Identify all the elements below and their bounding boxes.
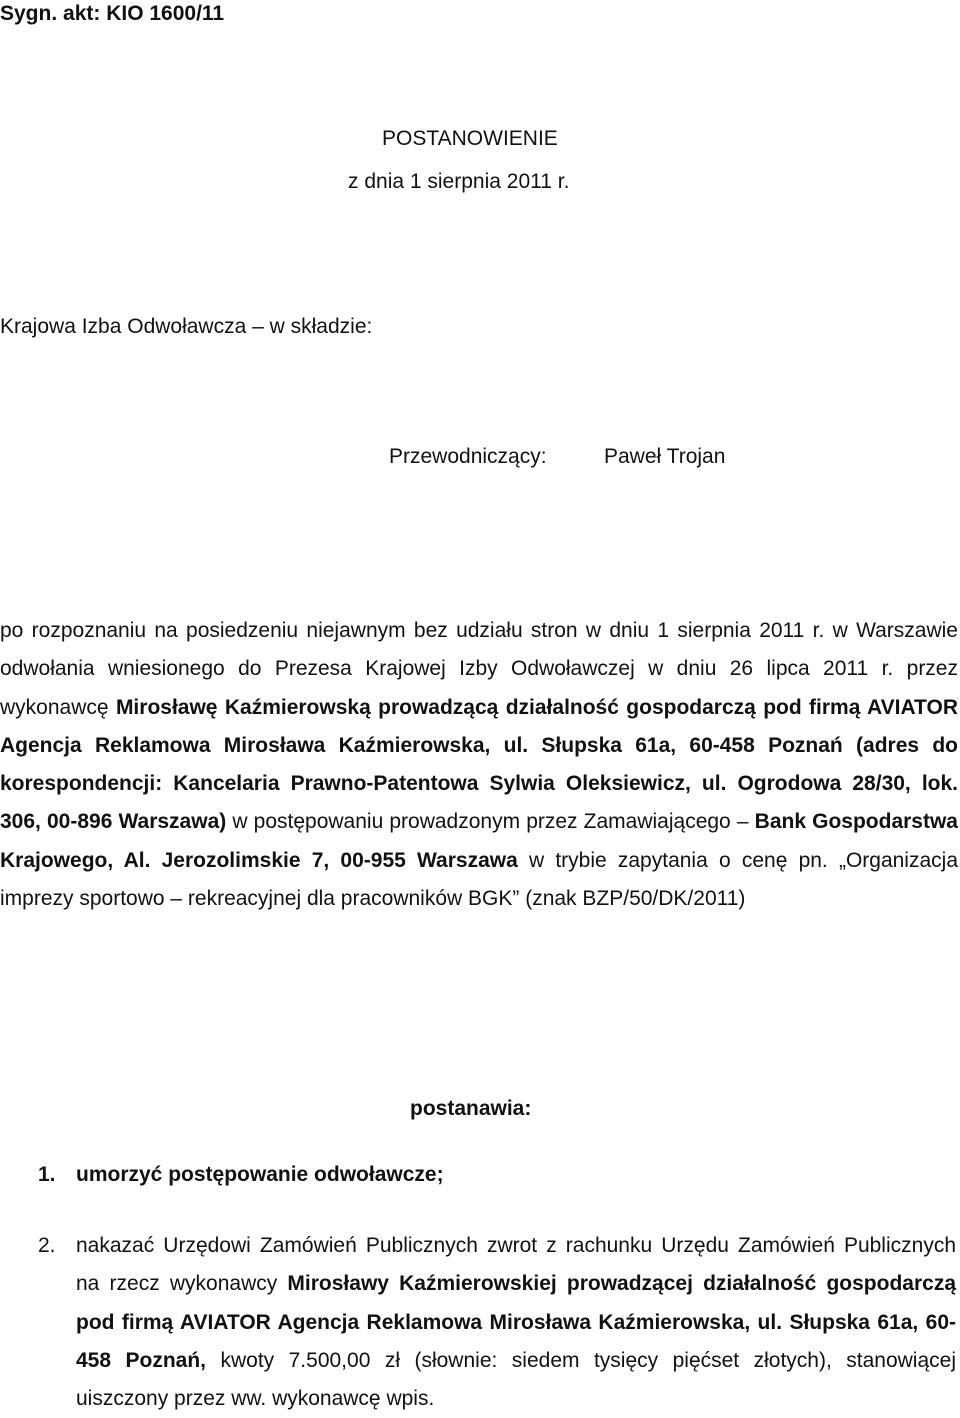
paragraph-text-1: po rozpoznaniu na posiedzeniu niejawnym bez udziału stron w dniu 1 sierpnia 2011 r. w Warszawie odwołania wniesionego do Prezesa Krajowej Izby Odwoławczej w dniu 26 lipca 2011 r. przez wykonawcę (0, 619, 958, 719)
main-paragraph (0, 612, 958, 918)
appellant-details: Mirosławę Kaźmierowską prowadzącą działalność gospodarczą pod firmą AVIATOR Agencja Reklamowa Mirosława Kaźmierowska, ul. Słupska 61a, 60-458 Poznań (adres do korespondencji: Kancelaria Prawno-Patentowa Sylwia Oleksiewicz, ul. Ogrodowa 28/30, lok. 306, 00-896 Warszawa) (0, 695, 958, 834)
refund-recipient: Mirosławy Kaźmierowskiej prowadzącej działalność gospodarczą pod firmą AVIATOR Agencja Reklamowa Mirosława Kaźmierowska, ul. Słupska 61a, 60-458 Poznań, (76, 1272, 956, 1372)
chair-role-label: Przewodniczący: (389, 445, 547, 468)
decision-heading: postanawia: (410, 1097, 532, 1120)
case-reference: Sygn. akt: KIO 1600/11 (0, 2, 225, 25)
paragraph-text-3: w trybie zapytania o cenę pn. „Organizacja imprezy sportowo – rekreacyjnej dla pracowników BGK” (znak BZP/50/DK/2011) (0, 848, 958, 911)
item-number: 1. (38, 1163, 56, 1186)
decision-item-1 (38, 1163, 444, 1187)
paragraph-text-2: w postępowaniu prowadzonym przez Zamawiającego – (226, 810, 755, 834)
item-text-2: kwoty 7.500,00 zł (słownie: siedem tysięcy pięćset złotych), stanowiącej uiszczony przez ww. wykonawcę wpis. (76, 1348, 956, 1411)
document-title: POSTANOWIENIE (382, 127, 558, 150)
panel-intro: Krajowa Izba Odwoławcza – w składzie: (0, 315, 373, 338)
contracting-authority: Bank Gospodarstwa Krajowego, Al. Jerozolimskie 7, 00-955 Warszawa (0, 810, 958, 872)
item-body (76, 1227, 956, 1418)
decision-item-2 (38, 1227, 956, 1418)
item-text: umorzyć postępowanie odwoławcze; (76, 1163, 444, 1186)
item-number: 2. (38, 1234, 56, 1257)
item-text-1: nakazać Urzędowi Zamówień Publicznych zwrot z rachunku Urzędu Zamówień Publicznych na rzecz wykonawcy (76, 1234, 956, 1296)
document-date: z dnia 1 sierpnia 2011 r. (348, 170, 570, 193)
chair-name: Paweł Trojan (604, 445, 726, 468)
